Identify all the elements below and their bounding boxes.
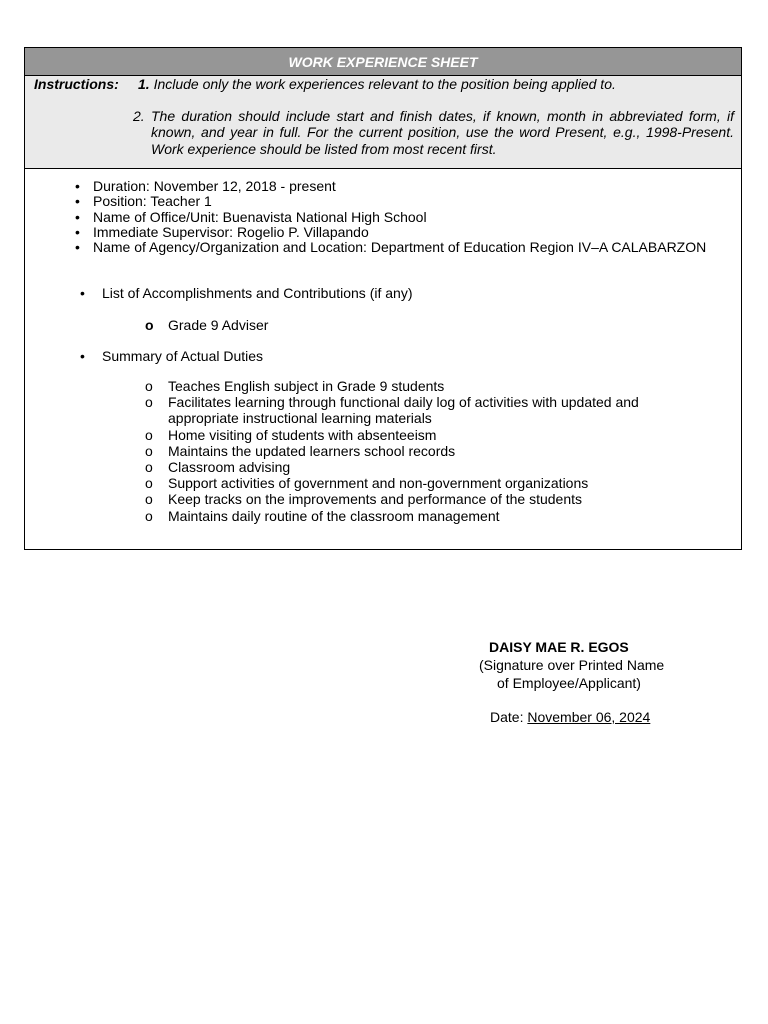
date-label: Date: xyxy=(490,709,528,725)
accomplishments-heading: • List of Accomplishments and Contributions (if any) xyxy=(102,285,412,301)
accomplishments-list xyxy=(145,317,685,333)
office-item: • Name of Office/Unit: Buenavista National High School xyxy=(75,210,735,225)
list-item: o Facilitates learning through functional daily log of activities with updated and appropriate instructional learning materials xyxy=(145,394,685,426)
sheet-title: WORK EXPERIENCE SHEET xyxy=(25,48,741,76)
duties-list xyxy=(145,378,685,524)
list-item: o Classroom advising xyxy=(145,459,685,475)
signature-caption-line1: (Signature over Printed Name xyxy=(479,657,665,673)
instruction-2 xyxy=(133,108,734,157)
duties-heading: • Summary of Actual Duties xyxy=(102,348,263,364)
position-item: • Position: Teacher 1 xyxy=(75,194,735,209)
list-item: o Maintains daily routine of the classroom management xyxy=(145,508,685,524)
duration-item: • Duration: November 12, 2018 - present xyxy=(75,179,735,194)
instructions-label: Instructions: xyxy=(34,76,119,92)
experience-details-list xyxy=(75,179,735,255)
instruction-1-text: Include only the work experiences relevant to the position being applied to. xyxy=(153,76,616,92)
work-experience-sheet xyxy=(24,47,742,550)
date-value: November 06, 2024 xyxy=(527,709,651,725)
list-item: o Home visiting of students with absenteeism xyxy=(145,427,685,443)
list-item: o Keep tracks on the improvements and performance of the students xyxy=(145,491,685,507)
agency-item: • Name of Agency/Organization and Location: Department of Education Region IV–A CALABARZON xyxy=(75,240,735,255)
signatory-name: DAISY MAE R. EGOS xyxy=(489,639,629,655)
instruction-1 xyxy=(138,76,616,92)
instruction-2-number: 2. xyxy=(133,108,145,124)
list-item: o Grade 9 Adviser xyxy=(145,317,685,333)
instruction-2-text: The duration should include start and finish dates, if known, month in abbreviated form, if known, and year in full. For the current position, use the word Present, e.g., 1998-Present. Work experience should be listed from most recent first. xyxy=(151,108,734,157)
signature-date xyxy=(490,708,650,726)
list-item: o Support activities of government and non-government organizations xyxy=(145,475,685,491)
instruction-1-number: 1. xyxy=(138,76,150,92)
signature-caption-line2: of Employee/Applicant) xyxy=(497,675,641,691)
supervisor-item: • Immediate Supervisor: Rogelio P. Villapando xyxy=(75,225,735,240)
list-item: o Teaches English subject in Grade 9 students xyxy=(145,378,685,394)
instructions-section xyxy=(25,76,741,169)
list-item: o Maintains the updated learners school records xyxy=(145,443,685,459)
